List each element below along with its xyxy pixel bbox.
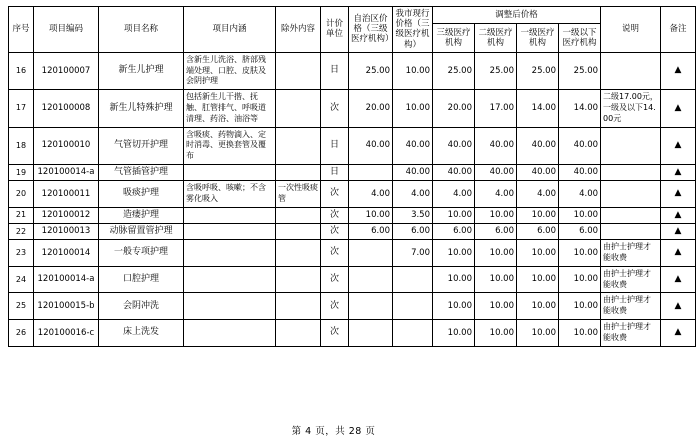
cell-level3: 40.00 [433,127,475,164]
col-header-seq-label: 序号 [12,24,30,35]
cell-code: 120100010 [34,127,99,164]
cell-desc: 含吸呼吸、咳嗽；不含雾化吸入 [184,181,276,208]
table-row [9,164,696,180]
cell-level1: 10.00 [517,240,559,267]
table-row [9,224,696,240]
cell-unit: 日 [321,127,349,164]
cell-city: 10.00 [393,90,433,127]
cell-remark: ▲ [661,127,696,164]
cell-name: 口腔护理 [99,266,184,293]
cell-remark: ▲ [661,207,696,223]
cell-level2: 4.00 [475,181,517,208]
col-header-adjusted-group-label: 调整后价格 [495,9,538,20]
cell-memo: 二级17.00元，一级及以下14.00元 [601,90,661,127]
cell-unit: 次 [321,90,349,127]
cell-code: 120100013 [34,224,99,240]
cell-unit: 次 [321,224,349,240]
cell-exclusion [276,52,321,89]
table-row [9,90,696,127]
cell-below-level1: 40.00 [559,164,601,180]
cell-memo [601,224,661,240]
cell-level3: 25.00 [433,52,475,89]
cell-name: 动脉留置管护理 [99,224,184,240]
cell-level3: 10.00 [433,240,475,267]
col-header-name-label: 项目名称 [123,24,158,35]
cell-name: 新生儿护理 [99,52,184,89]
cell-exclusion [276,127,321,164]
table-body [9,52,696,346]
cell-level2: 40.00 [475,164,517,180]
cell-unit: 次 [321,240,349,267]
col-header-adjusted-group [433,7,601,24]
cell-code: 120100014 [34,240,99,267]
col-header-below-level1-label: 一级以下医疗机构 [562,27,597,48]
cell-code: 120100015-b [34,293,99,320]
table-row [9,207,696,223]
cell-desc: 包括新生儿干揩、抚触、肛管排气、呼吸道清理、药浴、油浴等 [184,90,276,127]
cell-memo [601,181,661,208]
cell-memo [601,164,661,180]
cell-exclusion [276,240,321,267]
cell-code: 120100011 [34,181,99,208]
cell-unit: 次 [321,181,349,208]
cell-code: 120100014-a [34,266,99,293]
cell-city [393,320,433,347]
cell-level1: 4.00 [517,181,559,208]
cell-code: 120100008 [34,90,99,127]
table-row [9,293,696,320]
cell-unit: 日 [321,52,349,89]
cell-name: 气管切开护理 [99,127,184,164]
cell-name: 气管插管护理 [99,164,184,180]
col-header-desc-label: 项目内涵 [212,24,247,35]
cell-seq: 25 [9,293,34,320]
cell-code: 120100014-a [34,164,99,180]
cell-level3: 4.00 [433,181,475,208]
cell-autonomous: 10.00 [349,207,393,223]
cell-below-level1: 10.00 [559,207,601,223]
table-row [9,320,696,347]
cell-desc: 含新生儿洗浴、脐部残端处理、口腔、皮肤及会阴护理 [184,52,276,89]
cell-autonomous: 20.00 [349,90,393,127]
cell-seq: 21 [9,207,34,223]
cell-seq: 26 [9,320,34,347]
col-header-memo [601,7,661,53]
cell-level1: 40.00 [517,164,559,180]
cell-seq: 19 [9,164,34,180]
cell-level1: 40.00 [517,127,559,164]
cell-city: 3.50 [393,207,433,223]
col-header-unit [321,7,349,53]
cell-level1: 10.00 [517,207,559,223]
col-header-city-label: 我市现行价格（三级医疗机构） [395,9,430,50]
cell-city: 6.00 [393,224,433,240]
cell-autonomous [349,240,393,267]
cell-level1: 10.00 [517,293,559,320]
col-header-name [99,7,184,53]
cell-code: 120100012 [34,207,99,223]
cell-memo: 由护士护理才能收费 [601,293,661,320]
cell-level3: 20.00 [433,90,475,127]
col-header-autonomous [349,7,393,53]
col-header-level2-label: 二级医疗机构 [478,27,513,48]
cell-desc [184,320,276,347]
cell-city: 4.00 [393,181,433,208]
cell-level2: 6.00 [475,224,517,240]
cell-seq: 20 [9,181,34,208]
col-header-memo-label: 说明 [622,24,640,35]
table-row [9,181,696,208]
cell-city: 40.00 [393,164,433,180]
cell-level1: 10.00 [517,266,559,293]
cell-city [393,293,433,320]
cell-unit: 次 [321,320,349,347]
cell-level2: 10.00 [475,240,517,267]
cell-remark: ▲ [661,52,696,89]
cell-desc [184,293,276,320]
cell-memo: 由护士护理才能收费 [601,266,661,293]
cell-level3: 40.00 [433,164,475,180]
table-header [9,7,696,53]
cell-exclusion [276,293,321,320]
cell-level2: 40.00 [475,127,517,164]
cell-remark: ▲ [661,181,696,208]
cell-code: 120100007 [34,52,99,89]
col-header-level1-label: 一级医疗机构 [520,27,555,48]
col-header-code [34,7,99,53]
cell-autonomous: 4.00 [349,181,393,208]
cell-remark: ▲ [661,224,696,240]
cell-remark: ▲ [661,240,696,267]
cell-unit: 次 [321,266,349,293]
cell-below-level1: 10.00 [559,266,601,293]
cell-memo [601,52,661,89]
cell-level2: 10.00 [475,266,517,293]
cell-exclusion [276,207,321,223]
cell-below-level1: 4.00 [559,181,601,208]
col-header-level2 [475,24,517,53]
cell-level3: 10.00 [433,320,475,347]
cell-below-level1: 25.00 [559,52,601,89]
col-header-level3-label: 三级医疗机构 [436,27,471,48]
cell-seq: 16 [9,52,34,89]
cell-desc [184,207,276,223]
cell-level2: 25.00 [475,52,517,89]
table-row [9,266,696,293]
cell-level2: 10.00 [475,293,517,320]
col-header-level3 [433,24,475,53]
cell-remark: ▲ [661,320,696,347]
cell-unit: 次 [321,207,349,223]
cell-autonomous [349,164,393,180]
cell-exclusion [276,266,321,293]
page-footer: 第 4 页，共 28 页 [291,426,376,437]
col-header-exclusion [276,7,321,53]
cell-name: 一般专项护理 [99,240,184,267]
cell-city [393,266,433,293]
cell-below-level1: 6.00 [559,224,601,240]
cell-below-level1: 10.00 [559,240,601,267]
cell-autonomous: 25.00 [349,52,393,89]
cell-unit: 日 [321,164,349,180]
col-header-code-label: 项目编码 [48,24,83,35]
cell-memo [601,207,661,223]
cell-remark: ▲ [661,293,696,320]
col-header-city [393,7,433,53]
cell-memo: 由护士护理才能收费 [601,320,661,347]
cell-remark: ▲ [661,164,696,180]
cell-memo: 由护士护理才能收费 [601,240,661,267]
cell-desc [184,240,276,267]
cell-below-level1: 10.00 [559,320,601,347]
col-header-level1 [517,24,559,53]
cell-exclusion [276,320,321,347]
cell-exclusion [276,90,321,127]
col-header-desc [184,7,276,53]
cell-name: 床上洗发 [99,320,184,347]
cell-autonomous [349,293,393,320]
cell-level3: 10.00 [433,293,475,320]
cell-level3: 10.00 [433,266,475,293]
cell-name: 造瘘护理 [99,207,184,223]
cell-desc [184,266,276,293]
col-header-seq [9,7,34,53]
cell-desc: 含吸痰、药物滴入、定时消毒、更换套管及覆布 [184,127,276,164]
cell-level1: 6.00 [517,224,559,240]
cell-level1: 10.00 [517,320,559,347]
table-row [9,52,696,89]
table-row [9,127,696,164]
cell-remark: ▲ [661,90,696,127]
cell-autonomous: 40.00 [349,127,393,164]
cell-city: 40.00 [393,127,433,164]
cell-autonomous [349,266,393,293]
cell-autonomous [349,320,393,347]
col-header-exclusion-label: 除外内容 [280,24,315,35]
col-header-remark [661,7,696,53]
cell-unit: 次 [321,293,349,320]
price-adjustment-table [8,6,696,347]
cell-level1: 14.00 [517,90,559,127]
cell-level2: 10.00 [475,207,517,223]
cell-remark: ▲ [661,266,696,293]
cell-desc [184,224,276,240]
cell-name: 吸痰护理 [99,181,184,208]
cell-seq: 23 [9,240,34,267]
col-header-below-level1 [559,24,601,53]
cell-memo [601,127,661,164]
col-header-autonomous-label: 自治区价格（三级医疗机构） [351,14,394,45]
col-header-unit-label: 计价单位 [325,19,343,40]
col-header-remark-label: 备注 [669,24,687,35]
table-row [9,240,696,267]
cell-city: 7.00 [393,240,433,267]
cell-desc [184,164,276,180]
cell-name: 会阴冲洗 [99,293,184,320]
cell-below-level1: 40.00 [559,127,601,164]
cell-exclusion: 一次性吸痰管 [276,181,321,208]
header-row-1 [9,7,696,24]
cell-code: 120100016-c [34,320,99,347]
cell-level1: 25.00 [517,52,559,89]
cell-city: 10.00 [393,52,433,89]
cell-name: 新生儿特殊护理 [99,90,184,127]
cell-level3: 10.00 [433,207,475,223]
cell-exclusion [276,224,321,240]
cell-seq: 22 [9,224,34,240]
cell-seq: 18 [9,127,34,164]
cell-below-level1: 10.00 [559,293,601,320]
cell-autonomous: 6.00 [349,224,393,240]
cell-level3: 6.00 [433,224,475,240]
cell-exclusion [276,164,321,180]
cell-below-level1: 14.00 [559,90,601,127]
cell-level2: 10.00 [475,320,517,347]
cell-level2: 17.00 [475,90,517,127]
cell-seq: 24 [9,266,34,293]
cell-seq: 17 [9,90,34,127]
